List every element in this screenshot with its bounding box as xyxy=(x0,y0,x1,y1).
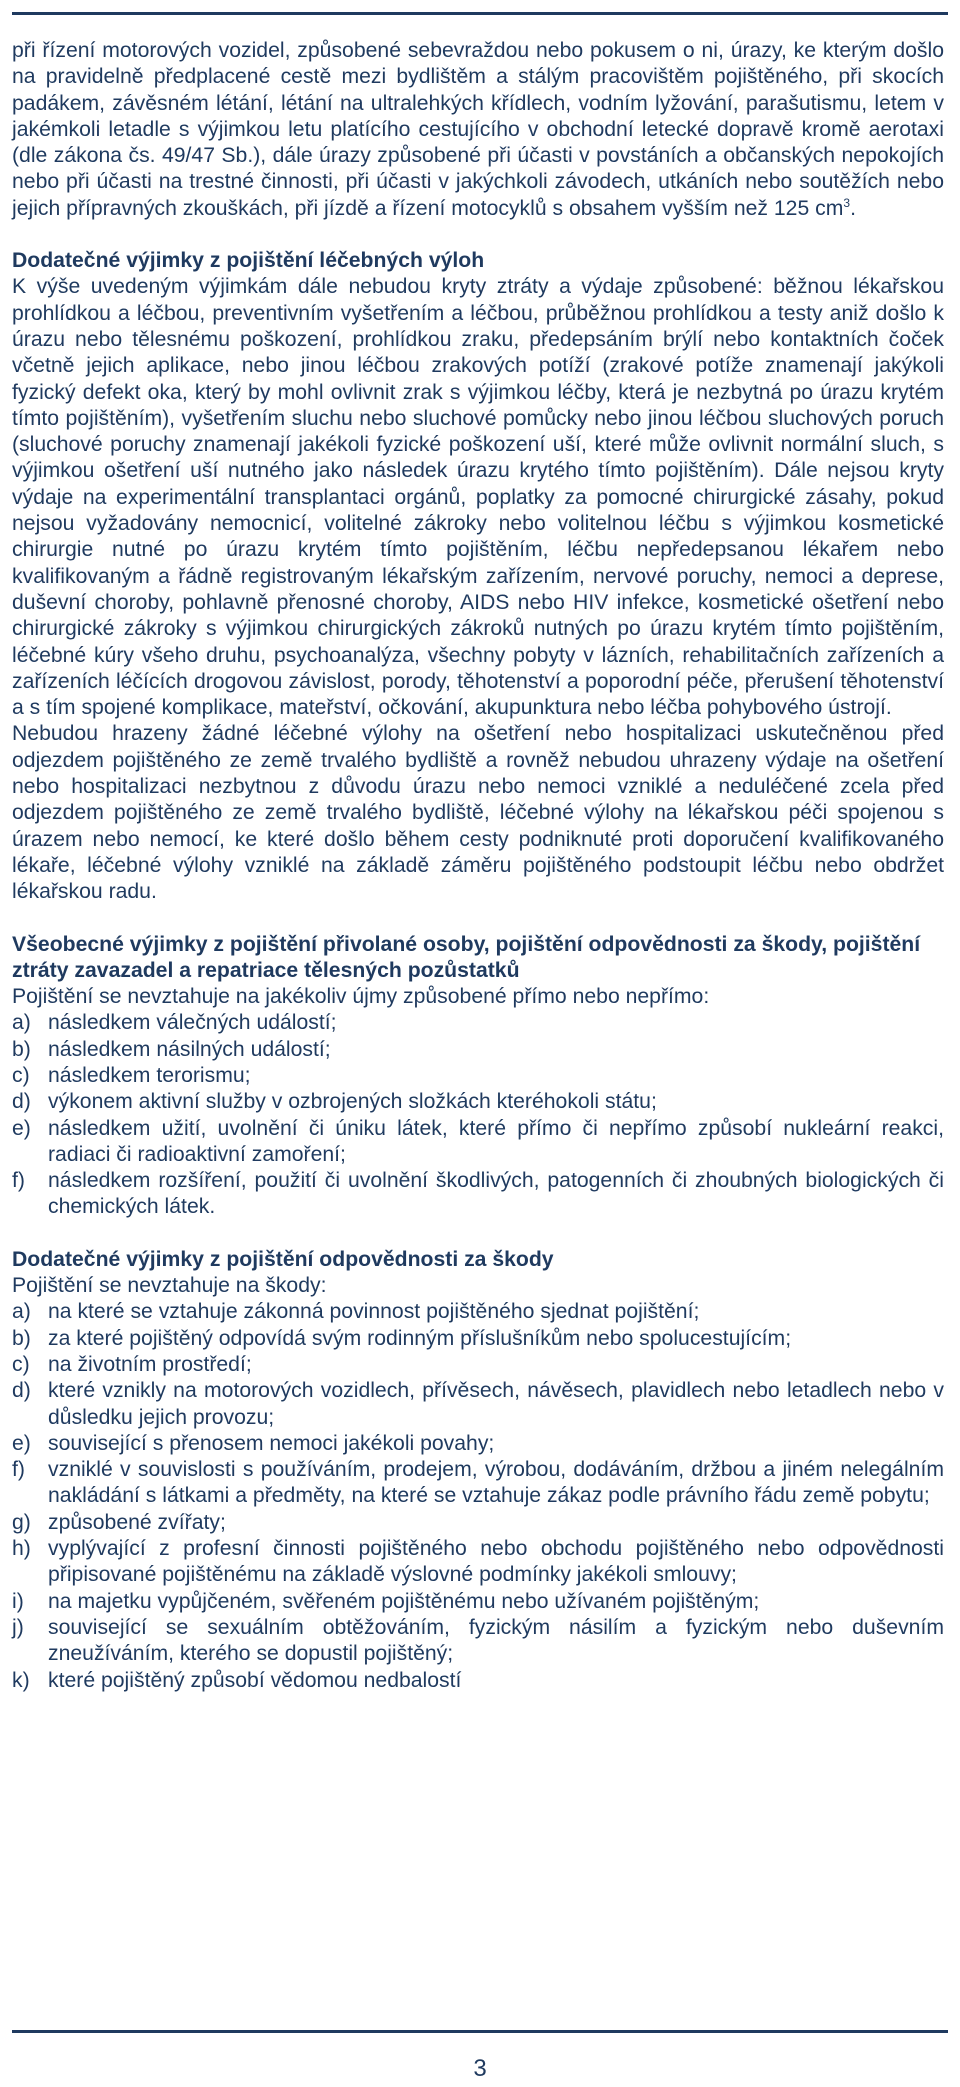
list-item xyxy=(12,1010,944,1036)
list-item xyxy=(12,1116,944,1169)
list-item xyxy=(12,1352,944,1378)
list-item xyxy=(12,1536,944,1589)
list-item-text: na které se vztahuje zákonná povinnost pojištěného sjednat pojištění; xyxy=(48,1300,700,1324)
list-item-letter: j) xyxy=(12,1615,24,1639)
list-item xyxy=(12,1510,944,1536)
list-item-text: za které pojištěný odpovídá svým rodinným příslušníkům nebo spolucestujícím; xyxy=(48,1326,792,1350)
exclusion-list xyxy=(12,1299,944,1693)
list-item-letter: i) xyxy=(12,1589,24,1613)
section-heading: Dodatečné výjimky z pojištění léčebných výloh xyxy=(12,249,485,273)
list-item xyxy=(12,1037,944,1063)
document-body xyxy=(12,38,944,1694)
list-item-text: vzniklé v souvislosti s používáním, prodejem, výrobou, dodáváním, držbou a jiném nelegálním nakládání s látkami a předměty, na které se vztahuje zákaz podle právního řádu země pobytu; xyxy=(48,1458,944,1508)
list-item-text: výkonem aktivní služby v ozbrojených složkách kteréhokoli státu; xyxy=(48,1090,657,1114)
list-item-text: následkem rozšíření, použití či uvolnění škodlivých, patogenních či zhoubných biologických či chemických látek. xyxy=(48,1169,944,1219)
page-number: 3 xyxy=(473,2055,487,2082)
intro-paragraph: při řízení motorových vozidel, způsobené sebevraždou nebo pokusem o ni, úrazy, ke kterým došlo na pravidelně předplacené cestě mezi bydlištěm a stálým pracovištěm pojištěného, při skocích padákem, závěsném létání, létání na ultralehkých křídlech, vodním lyžování, parašutismu, letem v jakémkoli letadle s výjimkou letu platícího cestujícího v obchodní letecké dopravě kromě aerotaxi (dle zákona čs. 49/47 Sb.), dále úrazy způsobené při účasti v povstáních a občanských nepokojích nebo při účasti na trestné činnosti, při účasti v jakýchkoli závodech, utkáních nebo soutěžích nebo jejich přípravných zkouškách, při jízdě a řízení motocyklů s obsahem vyšším než 125 $cm^3$. xyxy=(12,39,944,220)
bottom-rule xyxy=(12,2030,948,2033)
list-item xyxy=(12,1589,944,1615)
list-item-text: které pojištěný způsobí vědomou nedbalostí xyxy=(48,1668,462,1692)
list-item-letter: b) xyxy=(12,1326,31,1350)
list-item-letter: b) xyxy=(12,1037,31,1061)
list-item xyxy=(12,1089,944,1115)
list-item-letter: a) xyxy=(12,1011,31,1035)
list-item-text: následkem terorismu; xyxy=(48,1063,251,1087)
paragraph: K výše uvedeným výjimkám dále nebudou kryty ztráty a výdaje způsobené: běžnou lékařskou prohlídkou a léčbou, preventivním vyšetřením a léčbou, průběžnou prohlídkou a testy aniž došlo k úrazu nebo tělesnému poškození, prohlídkou zraku, předepsáním brýlí nebo kontaktních čoček včetně jejich aplikace, nebo jinou léčbou zrakových potíží (zrakové potíže znamenají jakýkoli fyzický defekt oka, který by mohl ovlivnit zrak s výjimkou léčby, která je nezbytná po úrazu krytém tímto pojištěním), vyšetřením sluchu nebo sluchové pomůcky nebo jinou léčbou sluchových poruch (sluchové poruchy znamenají jakékoli fyzické poškození uší, které může ovlivnit normální sluch, s výjimkou ošetření uší nutného jako následek úrazu krytého tímto pojištěním). Dále nejsou kryty výdaje na experimentální transplantaci orgánů, poplatky za pomocné chirurgické zásahy, pokud nejsou vyžadovány nemocnicí, volitelné zákroky nebo volitelnou léčbu s výjimkou kosmetické chirurgie nutné po úrazu krytém tímto pojištěním, léčbu nepředepsanou lékařem nebo kvalifikovaným a řádně registrovaným lékařským zařízením, nervové poruchy, nemoci a deprese, duševní choroby, pohlavně přenosné choroby, AIDS nebo HIV infekce, kosmetické ošetření nebo chirurgické zákroky s výjimkou chirurgických zákroků nutných po úrazu krytém tímto pojištěním, léčebné kúry všeho druhu, psychoanalýza, všechny pobyty v lázních, rehabilitačních zařízeních a zařízeních léčících drogovou závislost, porody, těhotenství a poporodní péče, přerušení těhotenství a s tím spojené komplikace, mateřství, očkování, akupunktura nebo léčba pohybového ústrojí. xyxy=(12,275,944,720)
top-rule xyxy=(12,12,948,15)
list-item-letter: c) xyxy=(12,1352,30,1376)
exclusion-list xyxy=(12,1010,944,1220)
list-item xyxy=(12,1668,944,1694)
list-item-letter: c) xyxy=(12,1063,30,1087)
list-item-text: související se sexuálním obtěžováním, fyzickým násilím a fyzickým nebo duševním zneužíváním, kterého se dopustil pojištěný; xyxy=(48,1615,944,1666)
list-item xyxy=(12,1063,944,1089)
list-item-letter: e) xyxy=(12,1431,31,1455)
section-heading: Všeobecné výjimky z pojištění přivolané osoby, pojištění odpovědnosti za škody, pojištění ztráty zavazadel a repatriace tělesných pozůstatků xyxy=(12,932,921,982)
list-item-letter: a) xyxy=(12,1300,31,1324)
list-item-letter: k) xyxy=(12,1668,30,1692)
list-item-letter: e) xyxy=(12,1116,31,1140)
list-item xyxy=(12,1299,944,1325)
list-item-letter: h) xyxy=(12,1537,31,1561)
list-item-letter: d) xyxy=(12,1090,31,1114)
list-item-text: následkem užití, uvolnění či úniku látek, které přímo či nepřímo způsobí nukleární reakci, radiaci či radioaktivní zamoření; xyxy=(48,1116,944,1166)
list-item-letter: f) xyxy=(12,1169,25,1193)
list-item xyxy=(12,1431,944,1457)
section-medical-exclusions xyxy=(12,248,944,905)
section-liability-exclusions xyxy=(12,1247,944,1694)
list-item-letter: g) xyxy=(12,1510,31,1534)
list-item xyxy=(12,1615,944,1668)
section-general-exclusions xyxy=(12,932,944,1221)
list-item xyxy=(12,1326,944,1352)
superscript: 3 xyxy=(843,195,851,210)
list-item-text: související s přenosem nemoci jakékoli povahy; xyxy=(48,1431,495,1455)
list-item-letter: d) xyxy=(12,1379,31,1403)
section-heading: Dodatečné výjimky z pojištění odpovědnosti za škody xyxy=(12,1247,554,1271)
section-lead: Pojištění se nevztahuje na jakékoliv újmy způsobené přímo nebo nepřímo: xyxy=(12,985,710,1009)
list-item-text: na životním prostředí; xyxy=(48,1352,252,1376)
list-item xyxy=(12,1168,944,1221)
list-item-text: následkem násilných událostí; xyxy=(48,1037,331,1061)
list-item xyxy=(12,1378,944,1431)
list-item-text: na majetku vypůjčeném, svěřeném pojištěnému nebo užívaném pojištěným; xyxy=(48,1589,760,1613)
list-item-text: způsobené zvířaty; xyxy=(48,1510,226,1534)
list-item-letter: f) xyxy=(12,1458,25,1482)
list-item-text: které vznikly na motorových vozidlech, přívěsech, návěsech, plavidlech nebo letadlech nebo v důsledku jejich provozu; xyxy=(48,1379,944,1429)
list-item xyxy=(12,1457,944,1510)
section-lead: Pojištění se nevztahuje na škody: xyxy=(12,1274,327,1298)
paragraph: Nebudou hrazeny žádné léčebné výlohy na ošetření nebo hospitalizaci uskutečněnou před odjezdem pojištěného ze země trvalého bydliště a rovněž nebudou uhrazeny výdaje na ošetření nebo hospitalizaci nezbytnou z důvodu úrazu nebo nemoci vzniklé a neduléčené zcela před odjezdem pojištěného ze země trvalého bydliště, léčebné výlohy na lékařskou péči spojenou s úrazem nebo nemocí, ke které došlo během cesty podniknuté proti doporučení kvalifikovaného lékaře, léčebné výlohy vzniklé na základě záměru pojištěného podstoupit léčbu nebo obdržet lékařskou radu. xyxy=(12,722,944,904)
list-item-text: následkem válečných událostí; xyxy=(48,1011,337,1035)
list-item-text: vyplývající z profesní činnosti pojištěného nebo obchodu pojištěného nebo odpovědnosti připisované pojištěnému na základě výslovné podmínky jakékoli smlouvy; xyxy=(48,1537,944,1587)
